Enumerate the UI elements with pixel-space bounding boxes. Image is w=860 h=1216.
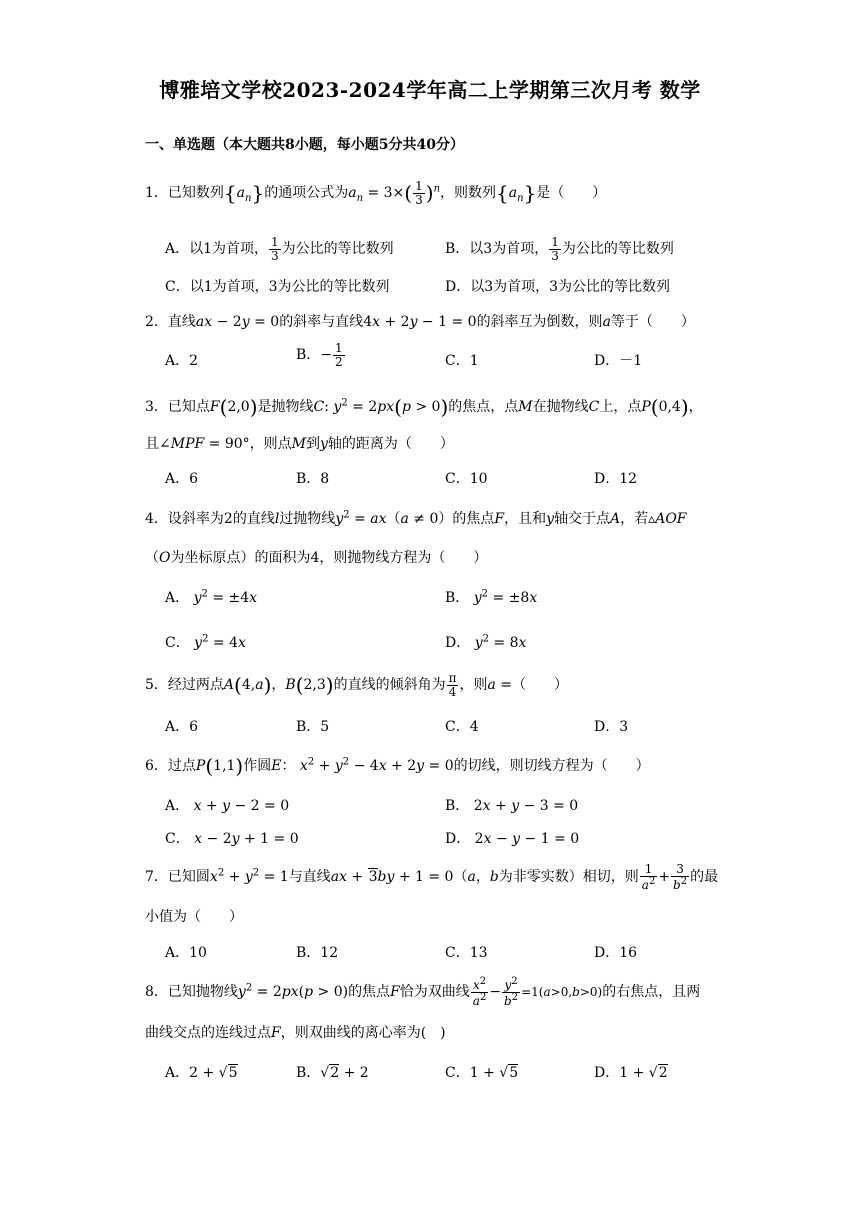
question-4-stem: 4．设斜率为2的直线l过抛物线$y^2 = ax(a \ne 0)$的焦点F，且和y轴交于点A，若▵AOF [145, 509, 687, 527]
question-7-stem-line2: 小值为（ ） [145, 909, 243, 925]
question-4-option-b[interactable]: B． $y^2 = \pm 8x$ [445, 588, 538, 606]
question-6-option-d[interactable]: D． 2x − y − 1 = 0 [445, 831, 580, 847]
question-3-stem: 3．已知点F(2,0)是抛物线C: $y^2 = 2px(p > 0)$的焦点，点M在抛物线C上，点P(0,4)， [145, 395, 703, 419]
question-1-option-d[interactable]: D．以3为首项，3为公比的等比数列 [445, 279, 671, 295]
question-7-option-d[interactable]: D．16 [594, 945, 638, 961]
question-4-stem-line2: （O为坐标原点）的面积为4，则抛物线方程为（ ） [145, 550, 488, 566]
question-7-stem: 7．已知圆$x^2 + y^2 = 1$与直线ax + 3by + 1 = 0（a，b为非零实数）相切，则 $\frac{1}{a^2}$ + $\frac{3}{b^2}$ 的最 [145, 862, 719, 892]
question-8-stem: 8．已知抛物线$y^2 = 2px(p > 0)$的焦点F恰为双曲线 $\frac{x^2}{a^2}$ − $\frac{y^2}{b^2}$ =1(a>0,b>0)的右焦点，且两 [145, 976, 701, 1008]
question-5-option-b[interactable]: B．5 [296, 719, 330, 735]
question-4-option-d[interactable]: D． $y^2 = 8x$ [445, 633, 527, 651]
question-2-option-a[interactable]: A．2 [165, 353, 199, 369]
question-3-option-c[interactable]: C．10 [445, 471, 488, 487]
question-6-stem: 6．过点P(1,1)作圆E： $x^2 + y^2 - 4x + 2y = 0$的切线，则切线方程为（ ） [145, 754, 650, 778]
question-1-option-a[interactable]: A．以1为首项， $\frac{1}{3}$ 为公比的等比数列 [165, 235, 394, 263]
question-4-option-a[interactable]: A． $y^2 = \pm 4x$ [165, 588, 258, 606]
question-5-option-c[interactable]: C．4 [445, 719, 479, 735]
question-8-option-c[interactable]: C．1 + √5 [445, 1065, 519, 1081]
question-2-option-b[interactable]: B．− $\frac{1}{2}$ [296, 341, 343, 369]
question-1-option-b[interactable]: B．以3为首项， $\frac{1}{3}$ 为公比的等比数列 [445, 235, 674, 263]
question-6-option-b[interactable]: B． 2x + y − 3 = 0 [445, 798, 579, 814]
question-1-option-c[interactable]: C．以1为首项，3为公比的等比数列 [165, 279, 390, 295]
question-1-stem: 1．已知数列$\{a_n\}$的通项公式为$a_n = 3\times$( $\frac{1}{3}$ )$^n$，则数列$\{a_n\}$是（ ） [145, 179, 607, 207]
question-3-option-d[interactable]: D．12 [594, 471, 638, 487]
question-6-option-a[interactable]: A． x + y − 2 = 0 [165, 798, 290, 814]
question-3-stem-line2: 且∠MPF = 90°，则点M到y轴的距离为（ ） [145, 436, 454, 452]
question-3-option-a[interactable]: A．6 [165, 471, 199, 487]
question-6-option-c[interactable]: C． x − 2y + 1 = 0 [165, 831, 299, 847]
question-4-option-c[interactable]: C． $y^2 = 4x$ [165, 633, 246, 651]
question-2-option-c[interactable]: C．1 [445, 353, 479, 369]
question-2-stem: 2．直线ax − 2y = 0的斜率与直线4x + 2y − 1 = 0的斜率互为倒数，则a等于（ ） [145, 314, 695, 330]
question-2-option-d[interactable]: D．－1 [594, 353, 643, 369]
question-8-option-a[interactable]: A．2 + √5 [165, 1065, 238, 1081]
question-8-option-d[interactable]: D．1 + √2 [594, 1065, 668, 1081]
section-heading: 一、单选题（本大题共8小题，每小题5分共40分） [145, 137, 464, 153]
question-5-option-d[interactable]: D．3 [594, 719, 629, 735]
question-7-option-a[interactable]: A．10 [165, 945, 207, 961]
question-7-option-c[interactable]: C．13 [445, 945, 488, 961]
question-5-stem: 5．经过两点A(4,a)，B(2,3)的直线的倾斜角为 $\frac{\pi}{4}$ ，则a =（ ） [145, 671, 569, 699]
question-8-option-b[interactable]: B．√2 + 2 [296, 1065, 369, 1081]
question-5-option-a[interactable]: A．6 [165, 719, 199, 735]
question-3-option-b[interactable]: B．8 [296, 471, 330, 487]
page-title: 博雅培文学校2023-2024学年高二上学期第三次月考 数学 [159, 78, 701, 102]
question-8-stem-line2: 曲线交点的连线过点F，则双曲线的离心率为( ) [145, 1025, 446, 1041]
question-7-option-b[interactable]: B．12 [296, 945, 339, 961]
